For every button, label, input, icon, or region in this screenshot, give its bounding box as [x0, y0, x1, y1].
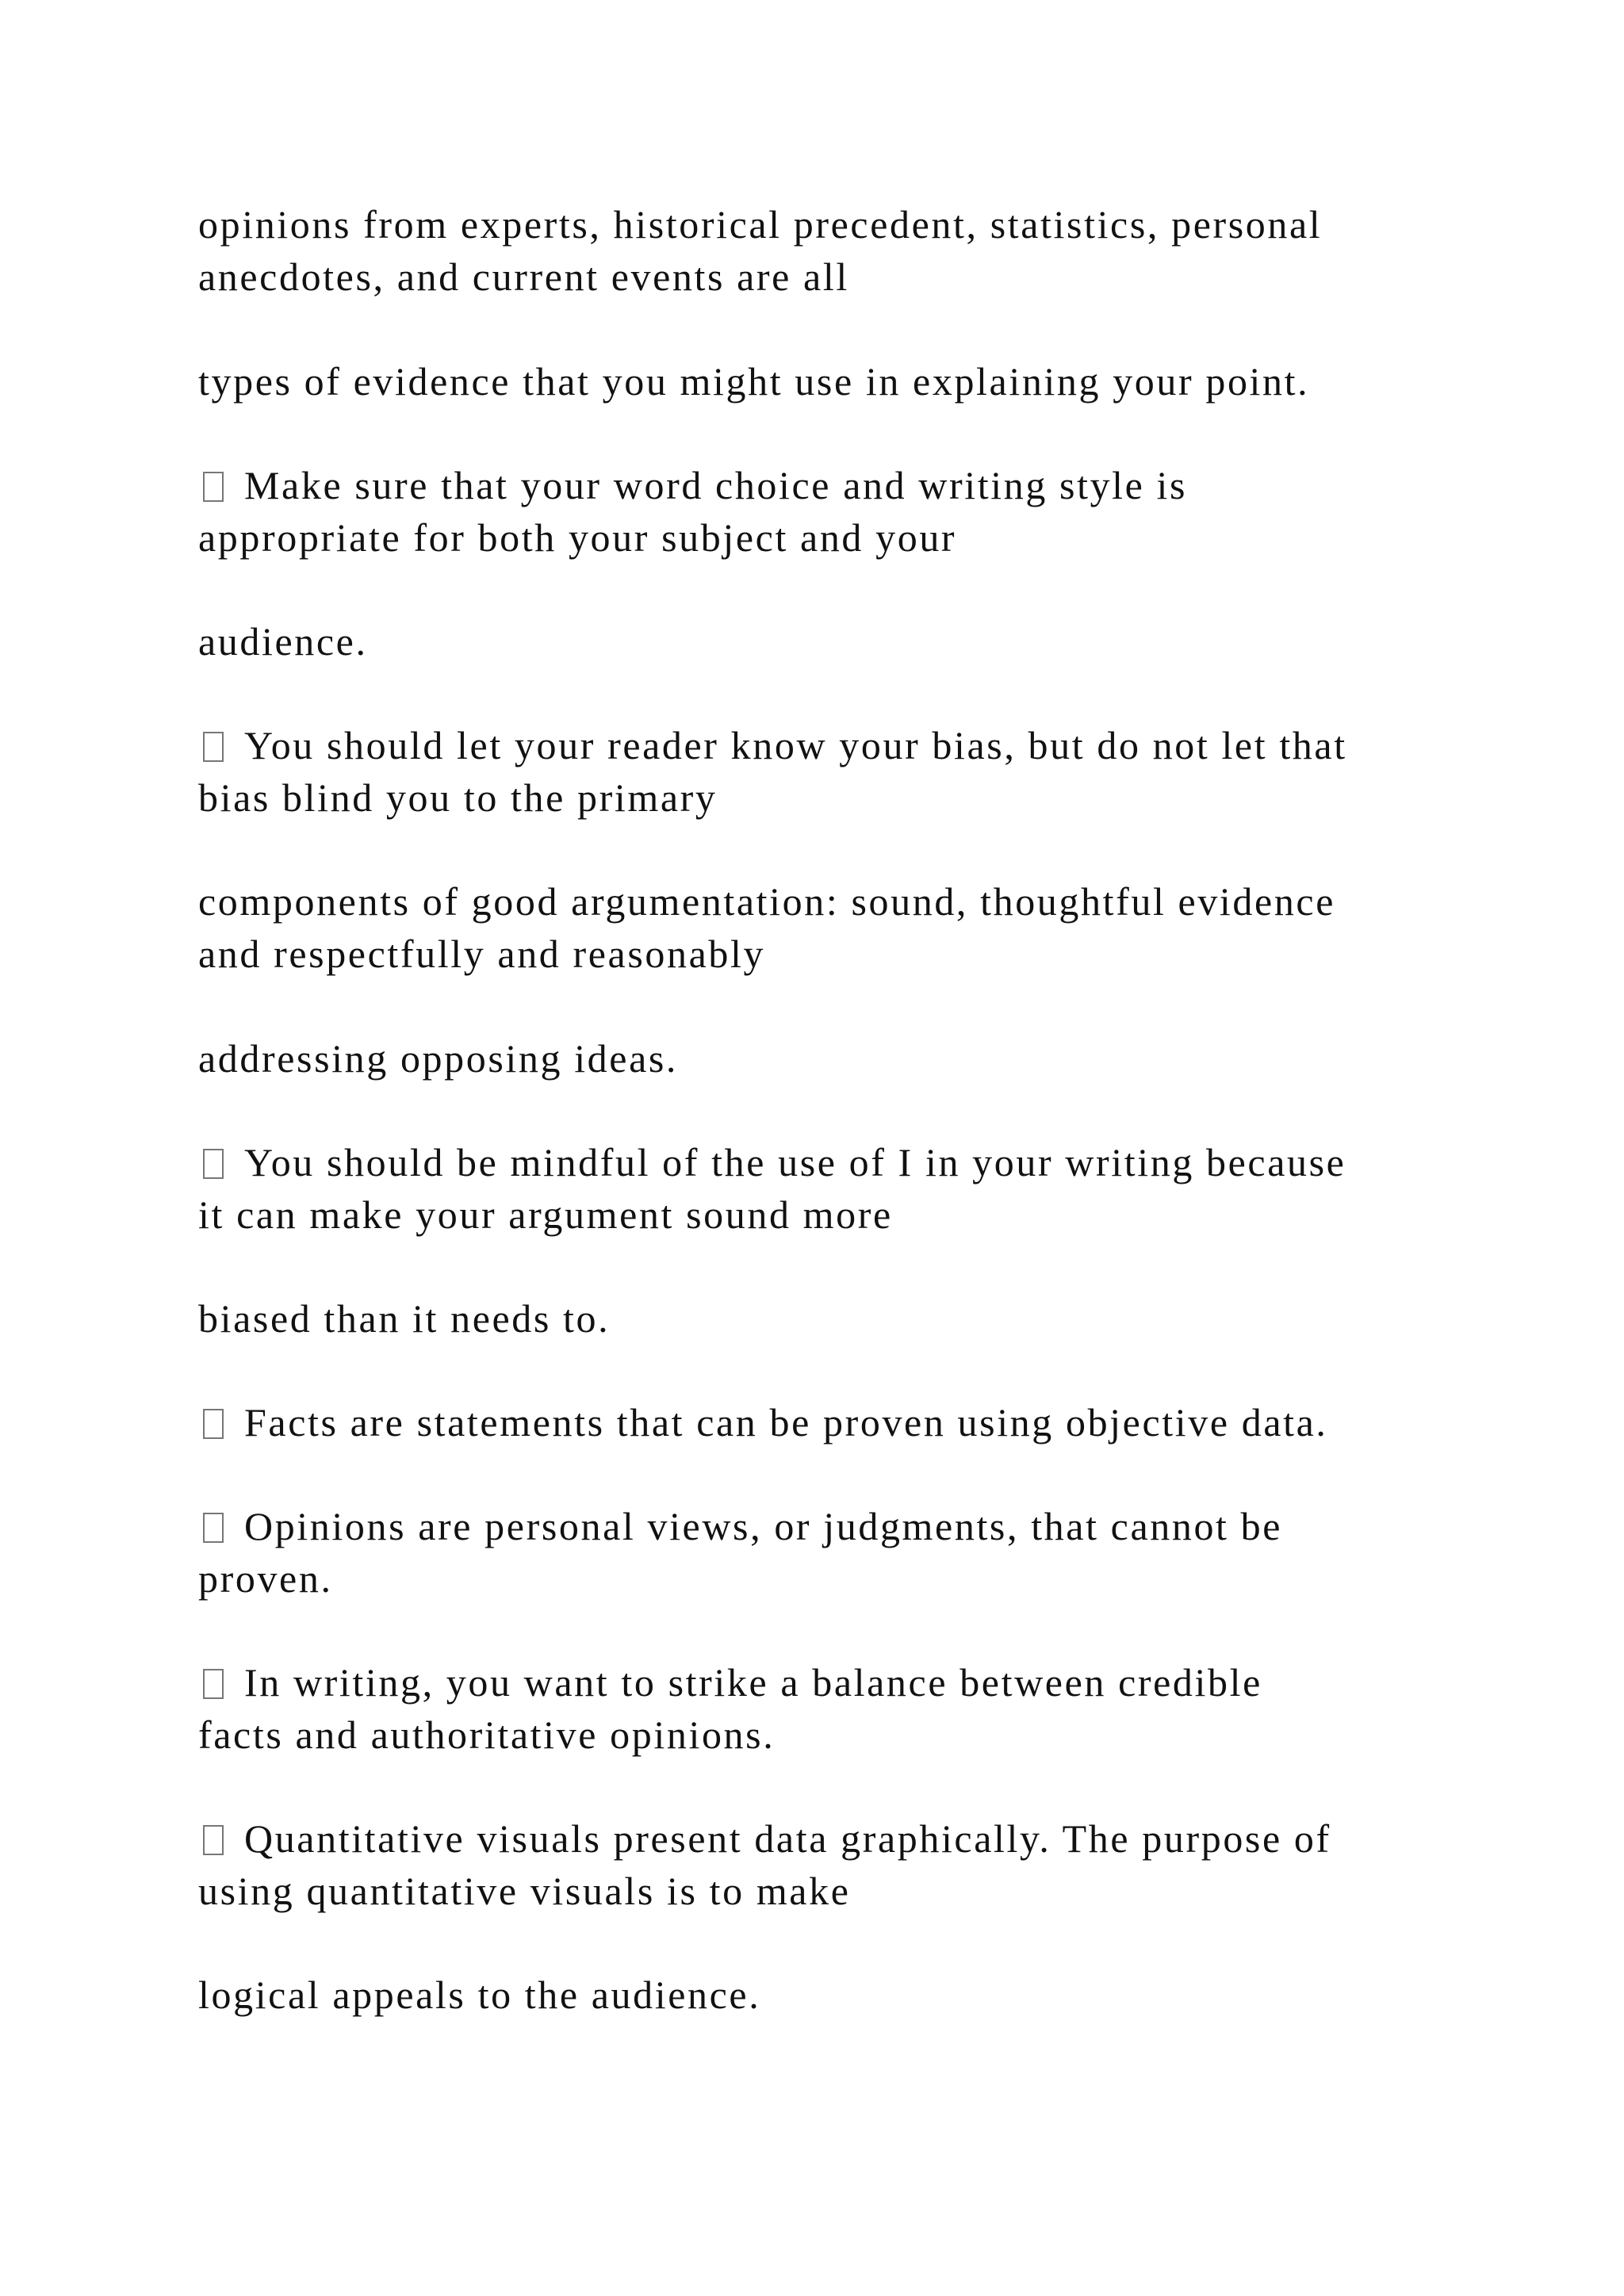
text-line: Opinions are personal views, or judgments, that cannot be [244, 1504, 1283, 1548]
paragraph [198, 875, 1499, 980]
text-line: components of good argumentation: sound, thoughtful evidence [198, 879, 1336, 924]
paragraph [198, 1969, 1499, 2021]
bullet-paragraph [198, 1136, 1499, 1241]
text-line: anecdotes, and current events are all [198, 254, 849, 299]
bullet-box-icon [203, 1409, 224, 1439]
text-line: addressing opposing ideas. [198, 1036, 679, 1081]
bullet-box-icon [203, 1825, 224, 1855]
bullet-paragraph [198, 459, 1499, 564]
text-line: biased than it needs to. [198, 1296, 611, 1341]
text-line: logical appeals to the audience. [198, 1973, 761, 2017]
text-line: bias blind you to the primary [198, 775, 718, 820]
paragraph [198, 1032, 1499, 1085]
bullet-box-icon [203, 1669, 224, 1699]
text-line: opinions from experts, historical precedent, statistics, personal [198, 202, 1323, 247]
text-line: You should let your reader know your bias, but do not let that [244, 723, 1347, 767]
bullet-paragraph [198, 1812, 1499, 1917]
bullet-paragraph [198, 1396, 1499, 1448]
text-line: using quantitative visuals is to make [198, 1869, 851, 1913]
paragraph [198, 1292, 1499, 1345]
bullet-paragraph [198, 1656, 1499, 1761]
text-line: Quantitative visuals present data graphically. The purpose of [244, 1816, 1331, 1861]
text-line: proven. [198, 1556, 333, 1601]
paragraph [198, 355, 1499, 408]
text-line: Facts are statements that can be proven using objective data. [244, 1400, 1328, 1445]
text-line: and respectfully and reasonably [198, 932, 766, 976]
text-line: types of evidence that you might use in explaining your point. [198, 359, 1310, 404]
bullet-box-icon [203, 472, 224, 502]
bullet-box-icon [203, 1513, 224, 1543]
text-line: it can make your argument sound more [198, 1192, 893, 1237]
bullet-box-icon [203, 1149, 224, 1179]
text-line: facts and authoritative opinions. [198, 1712, 776, 1757]
text-line: In writing, you want to strike a balance between credible [244, 1660, 1262, 1705]
text-line: You should be mindful of the use of I in your writing because [244, 1140, 1346, 1184]
paragraph [198, 198, 1499, 303]
text-line: audience. [198, 619, 368, 664]
bullet-paragraph [198, 719, 1499, 824]
text-line: appropriate for both your subject and your [198, 515, 957, 560]
bullet-box-icon [203, 732, 224, 762]
bullet-paragraph [198, 1500, 1499, 1605]
paragraph [198, 615, 1499, 668]
text-line: Make sure that your word choice and writing style is [244, 463, 1188, 507]
